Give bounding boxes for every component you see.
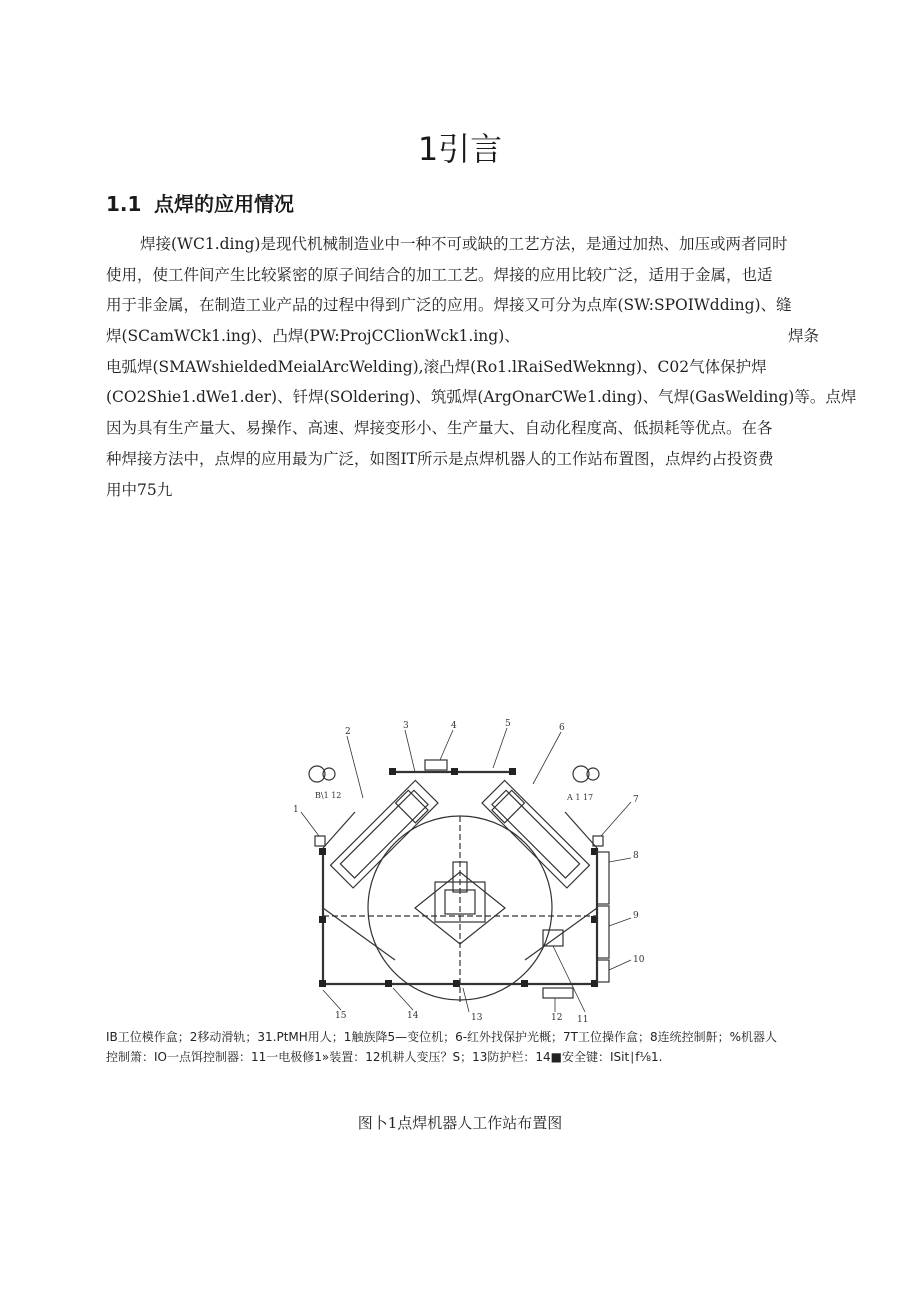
label-7: 7 xyxy=(633,795,639,805)
leader-lines xyxy=(301,728,631,1012)
paragraph-line: 因为具有生产量大、易操作、高速、焊接变形小、生产量大、自动化程度高、低损耗等优点。在各 xyxy=(106,419,773,438)
operation-box-top xyxy=(425,760,447,770)
electrode-dresser-11 xyxy=(543,930,563,946)
fence-slant-right xyxy=(565,812,597,848)
operator-right-icon xyxy=(573,766,599,782)
label-10: 10 xyxy=(633,955,645,965)
transformer-12 xyxy=(543,988,573,998)
paragraph-line: 使用，使工件间产生比较紧密的原子间结合的加工工艺。焊接的应用比较广泛，适用于金属，也适 xyxy=(106,265,773,284)
paragraph-line: 电弧焊(SMAWshieldedMeialArcWelding),滚凸焊(Ro1.lRaiSedWeknng)、C02气体保护焊 xyxy=(106,357,767,376)
paragraph-line: 种焊接方法中，点焊的应用最为广泛，如图IT所示是点焊机器人的工作站布置图，点焊约占投资费 xyxy=(106,449,774,468)
label-15: 15 xyxy=(335,1011,347,1021)
body-paragraph xyxy=(106,229,857,505)
label-4: 4 xyxy=(451,721,457,731)
section-number: 1.1 xyxy=(106,192,142,216)
left-moving-rail xyxy=(331,780,438,887)
label-3: 3 xyxy=(403,721,409,731)
label-6: 6 xyxy=(559,723,565,733)
label-8: 8 xyxy=(633,851,639,861)
label-11: 11 xyxy=(577,1015,589,1024)
robot-controller-9 xyxy=(597,906,609,958)
paragraph-line xyxy=(106,321,834,352)
legend-line: IB工位模作盒；2移动滑轨；31.PtMH用人；1触族降5—变位机；6-红外找保护光概；7T工位操作盒；8连统控制鼾；%机器人 xyxy=(106,1030,778,1044)
paragraph-line-text: 焊(SCamWCk1.ing)、凸焊(PW:ProjCClionWck1.ing)、 xyxy=(106,327,520,346)
label-1: 1 xyxy=(293,805,299,815)
paragraph-line: (CO2Shie1.dWe1.der)、钎焊(SOldering)、筑弧焊(ArgOnarCWe1.ding)、气焊(GasWelding)等。点焊 xyxy=(106,388,857,407)
section-title: 点焊的应用情况 xyxy=(154,192,294,216)
label-station-a: A 1 17 xyxy=(567,793,594,802)
operation-box-left xyxy=(315,836,325,846)
paragraph-line: 用中75九 xyxy=(106,480,173,499)
figure-legend xyxy=(106,1027,846,1067)
paragraph-line-tail: 焊条 xyxy=(788,327,820,346)
spot-welding-controller-10 xyxy=(597,960,609,982)
label-14: 14 xyxy=(407,1011,419,1021)
label-13: 13 xyxy=(471,1013,483,1023)
control-cabinet-8 xyxy=(597,852,609,904)
legend-line: 控制箫：IO一点饵控制器：11一电极修1»装置：12机耕人变压？S；13防护栏：14■安全键：ISit∣f⅛1. xyxy=(106,1050,663,1064)
part-labels xyxy=(293,719,645,1024)
label-station-b: B\1 12 xyxy=(315,791,342,800)
layout-drawing xyxy=(285,712,665,1024)
label-2: 2 xyxy=(345,727,351,737)
operator-left-icon xyxy=(309,766,335,782)
label-5: 5 xyxy=(505,719,511,729)
chapter-title: 1引言 xyxy=(417,130,503,168)
workstation-layout-figure xyxy=(285,712,665,1024)
section-heading xyxy=(106,188,294,217)
paragraph-line: 焊接(WC1.ding)是现代机械制造业中一种不可或缺的工艺方法，是通过加热、加压或两者同时 xyxy=(140,235,788,253)
fence-slant-left xyxy=(323,812,355,848)
label-9: 9 xyxy=(633,911,639,921)
figure-caption: 图卜1点焊机器人工作站布置图 xyxy=(357,1114,563,1132)
label-12: 12 xyxy=(551,1013,563,1023)
paragraph-line: 用于非金属，在制造工业产品的过程中得到广泛的应用。焊接又可分为点库(SW:SPOIWdding)、缝 xyxy=(106,296,792,315)
